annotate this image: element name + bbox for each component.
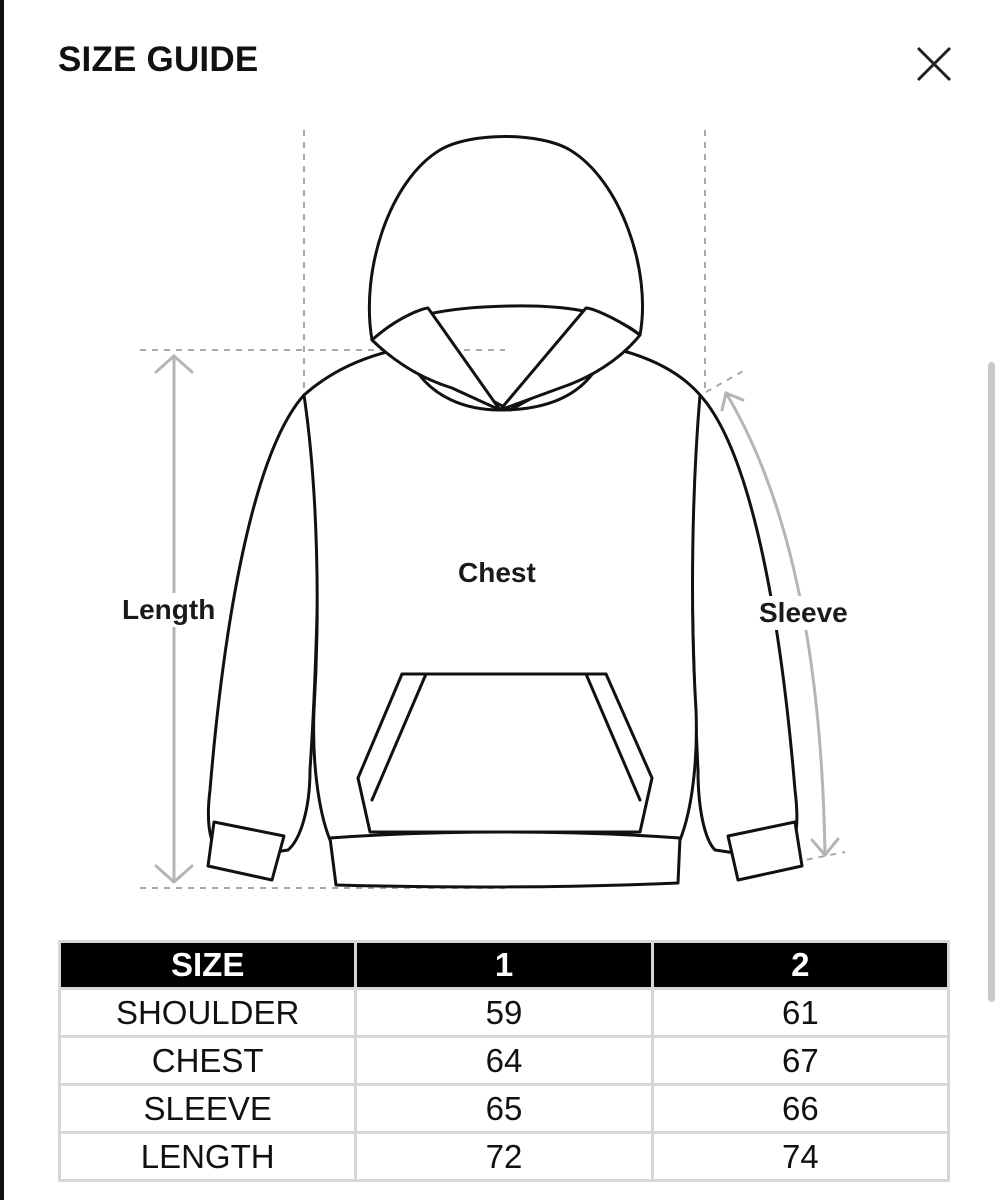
table-cell: 66 [652,1085,948,1133]
table-cell: 59 [356,989,652,1037]
hoodie-pocket [358,674,652,832]
row-label: CHEST [60,1037,356,1085]
length-label: Length [116,593,221,627]
hoodie-illustration [0,110,1004,910]
chest-label: Chest [452,556,542,590]
table-row [60,1037,949,1085]
row-label: LENGTH [60,1133,356,1181]
table-cell: 64 [356,1037,652,1085]
hoodie-diagram [0,110,1004,910]
sleeve-guide-top [706,370,745,392]
column-header-size-2: 2 [652,942,948,989]
row-label: SHOULDER [60,989,356,1037]
size-table [58,940,950,1182]
table-row [60,1133,949,1181]
table-cell: 61 [652,989,948,1037]
hoodie-sleeve-left [208,395,318,860]
sleeve-label: Sleeve [753,596,854,630]
close-button[interactable] [912,42,956,86]
column-header-size-1: 1 [356,942,652,989]
table-header-row [60,942,949,989]
table-cell: 67 [652,1037,948,1085]
column-header-size: SIZE [60,942,356,989]
close-icon [912,42,956,86]
table-cell: 72 [356,1133,652,1181]
table-cell: 74 [652,1133,948,1181]
hoodie-hood [369,137,642,341]
page-title: SIZE GUIDE [58,40,259,79]
table-row [60,1085,949,1133]
row-label: SLEEVE [60,1085,356,1133]
hoodie-waistband [330,832,680,887]
table-row [60,989,949,1037]
table-cell: 65 [356,1085,652,1133]
